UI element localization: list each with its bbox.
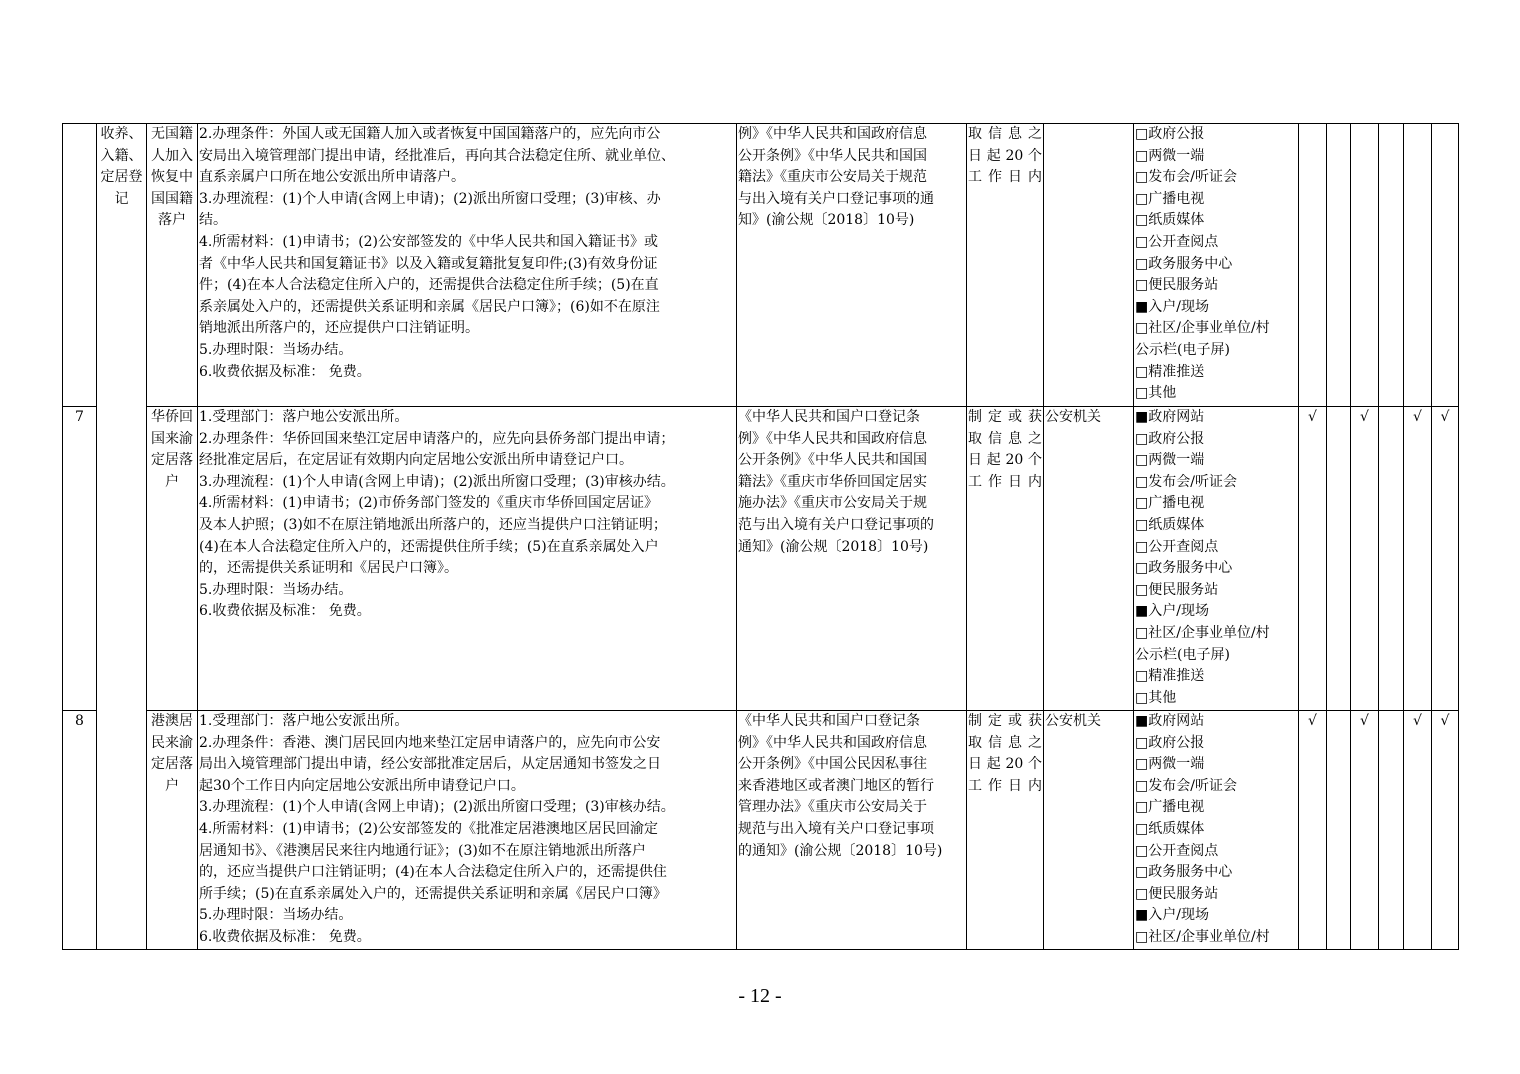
channel-label: 入户/现场 xyxy=(1148,907,1209,924)
table-body xyxy=(63,124,1459,950)
channel-item xyxy=(1135,124,1297,146)
item-name-line: 落户 xyxy=(158,212,186,229)
channel-label: 社区/企事业单位/村 xyxy=(1148,624,1270,641)
channel-item xyxy=(1135,927,1297,949)
legal-basis-line: 规范与出入境有关户口登记事项 xyxy=(738,820,934,837)
channel-item xyxy=(1135,688,1297,710)
item-content-line: (4)在本人合法稳定住所入户的，还需提供住所手续；(5)在直系亲属处入户 xyxy=(199,538,659,555)
channel-item xyxy=(1135,580,1297,602)
item-content-line: 安局出入境管理部门提出申请，经批准后，再向其合法稳定住所、就业单位、 xyxy=(199,147,675,164)
channel-label: 社区/企事业单位/村 xyxy=(1148,928,1270,945)
row-index xyxy=(63,124,97,407)
category-line: 收养、 xyxy=(100,126,143,142)
table-row xyxy=(63,124,1459,407)
channel-item xyxy=(1135,254,1297,276)
channel-label: 两微一端 xyxy=(1148,452,1205,469)
unchecked-box-icon: □ xyxy=(1135,734,1149,751)
channel-item xyxy=(1135,884,1297,906)
channel-label: 公示栏(电子屏) xyxy=(1135,341,1230,358)
item-content-line: 6.收费依据及标准： 免费。 xyxy=(199,363,371,380)
channel-label: 便民服务站 xyxy=(1148,581,1219,598)
channel-label: 发布会/听证会 xyxy=(1148,169,1237,186)
check-cell xyxy=(1379,711,1404,950)
channel-label: 政务服务中心 xyxy=(1148,255,1233,272)
channel-item xyxy=(1135,167,1297,189)
item-name-line: 户 xyxy=(165,473,179,490)
unchecked-box-icon: □ xyxy=(1135,777,1149,794)
item-content-line: 3.办理流程：(1)个人申请(含网上申请)；(2)派出所窗口受理；(3)审核办结。 xyxy=(199,473,675,490)
channel-item xyxy=(1135,297,1297,319)
channel-label: 纸质媒体 xyxy=(1148,820,1205,837)
time-limit-line: 日起20个 xyxy=(968,452,1042,469)
channel-label: 精准推送 xyxy=(1148,363,1205,380)
item-content-line: 居通知书》、《港澳居民来往内地通行证》；(3)如不在原注销地派出所落户 xyxy=(199,842,646,859)
channel-label: 政务服务中心 xyxy=(1148,560,1233,577)
channel-label: 公示栏(电子屏) xyxy=(1135,646,1230,663)
time-limit-line: 工作日内 xyxy=(968,777,1042,794)
unchecked-box-icon: □ xyxy=(1135,255,1149,272)
unchecked-box-icon: □ xyxy=(1135,126,1149,142)
item-content-line: 及本人护照；(3)如不在原注销地派出所落户的，还应当提供户口注销证明； xyxy=(199,516,667,533)
check-cell xyxy=(1432,124,1459,407)
unchecked-box-icon: □ xyxy=(1135,495,1149,512)
channel-item xyxy=(1135,754,1297,776)
channel-item xyxy=(1135,601,1297,623)
unchecked-box-icon: □ xyxy=(1135,928,1149,945)
channels-cell xyxy=(1134,407,1299,711)
time-limit-cell xyxy=(967,407,1044,711)
channel-item xyxy=(1135,450,1297,472)
legal-basis-line: 通知》(渝公规〔2018〕10号) xyxy=(738,538,929,555)
channel-label: 公开查阅点 xyxy=(1148,233,1219,250)
unchecked-box-icon: □ xyxy=(1135,385,1149,402)
item-content-line: 局出入境管理部门提出申请，经公安部批准定居后，从定居通知书签发之日 xyxy=(199,756,661,773)
authority-cell xyxy=(1044,124,1134,407)
item-content-line: 2.办理条件：香港、澳门居民回内地来垫江定居申请落户的，应先向市公安 xyxy=(199,734,661,751)
channel-label: 政府公报 xyxy=(1148,126,1205,142)
disclosure-table xyxy=(62,123,1459,950)
legal-basis-cell xyxy=(737,124,967,407)
unchecked-box-icon: □ xyxy=(1135,363,1149,380)
unchecked-box-icon: □ xyxy=(1135,516,1149,533)
channel-item xyxy=(1135,558,1297,580)
item-content-line: 系亲属处入户的，还需提供关系证明和亲属《居民户口簿》；(6)如不在原注 xyxy=(199,298,660,315)
unchecked-box-icon: □ xyxy=(1135,473,1149,490)
unchecked-box-icon: □ xyxy=(1135,668,1149,685)
channel-label: 政府网站 xyxy=(1148,713,1205,729)
channel-label: 入户/现场 xyxy=(1148,298,1209,315)
channel-item xyxy=(1135,340,1297,362)
checked-box-icon: ■ xyxy=(1135,907,1149,924)
item-content-line: 1.受理部门：落户地公安派出所。 xyxy=(199,409,409,425)
channel-label: 政府公报 xyxy=(1148,430,1205,447)
channel-item xyxy=(1135,362,1297,384)
channel-label: 发布会/听证会 xyxy=(1148,777,1237,794)
checked-box-icon: ■ xyxy=(1135,409,1149,425)
unchecked-box-icon: □ xyxy=(1135,147,1149,164)
unchecked-box-icon: □ xyxy=(1135,452,1149,469)
row-index: 8 xyxy=(63,711,97,950)
channel-label: 入户/现场 xyxy=(1148,603,1209,620)
channel-label: 纸质媒体 xyxy=(1148,212,1205,229)
checked-box-icon: ■ xyxy=(1135,298,1149,315)
legal-basis-line: 籍法》《重庆市华侨回国定居实 xyxy=(738,473,927,490)
check-cell xyxy=(1327,711,1351,950)
item-content-line: 4.所需材料：(1)申请书；(2)公安部签发的《批准定居港澳地区居民回渝定 xyxy=(199,820,659,837)
checked-box-icon: ■ xyxy=(1135,713,1149,729)
channels-cell xyxy=(1134,711,1299,950)
item-name-line: 定居落 xyxy=(151,756,193,773)
unchecked-box-icon: □ xyxy=(1135,864,1149,881)
legal-basis-line: 例》《中华人民共和国政府信息 xyxy=(738,734,927,751)
legal-basis-line: 施办法》《重庆市公安局关于规 xyxy=(738,495,927,512)
legal-basis-line: 与出入境有关户口登记事项的通 xyxy=(738,190,934,207)
channel-label: 便民服务站 xyxy=(1148,277,1219,294)
category-cell xyxy=(97,124,147,950)
unchecked-box-icon: □ xyxy=(1135,799,1149,816)
item-content-line: 结。 xyxy=(199,212,227,229)
page-number: - 12 - xyxy=(738,985,782,1007)
item-name-line: 民来渝 xyxy=(151,734,193,751)
check-cell: √ xyxy=(1404,407,1432,711)
channel-item xyxy=(1135,645,1297,667)
legal-basis-line: 知》(渝公规〔2018〕10号) xyxy=(738,212,915,229)
channel-item xyxy=(1135,776,1297,798)
legal-basis-cell xyxy=(737,711,967,950)
check-cell xyxy=(1327,407,1351,711)
channel-item xyxy=(1135,318,1297,340)
item-content-line: 的，还应当提供户口注销证明；(4)在本人合法稳定住所入户的，还需提供住 xyxy=(199,864,667,881)
channel-label: 精准推送 xyxy=(1148,668,1205,685)
item-content-line: 4.所需材料：(1)申请书；(2)公安部签发的《中华人民共和国入籍证书》或 xyxy=(199,233,659,250)
unchecked-box-icon: □ xyxy=(1135,277,1149,294)
channel-item xyxy=(1135,210,1297,232)
channel-item xyxy=(1135,797,1297,819)
item-content-line: 的，还需提供关系证明和《居民户口簿》。 xyxy=(199,560,458,577)
channel-item xyxy=(1135,275,1297,297)
channel-item xyxy=(1135,623,1297,645)
time-limit-line: 工作日内 xyxy=(968,169,1042,186)
check-cell: √ xyxy=(1432,407,1459,711)
time-limit-line: 工作日内 xyxy=(968,473,1042,490)
item-content-line: 2.办理条件：外国人或无国籍人加入或者恢复中国国籍落户的，应先向市公 xyxy=(199,126,661,142)
item-content-line: 经批准定居后，在定居证有效期内向定居地公安派出所申请登记户口。 xyxy=(199,452,633,469)
category-line: 记 xyxy=(114,190,129,207)
channel-label: 发布会/听证会 xyxy=(1148,473,1237,490)
check-cell: √ xyxy=(1351,407,1379,711)
channel-item xyxy=(1135,841,1297,863)
item-content-line: 件；(4)在本人合法稳定住所入户的，还需提供合法稳定住所手续；(5)在直 xyxy=(199,277,659,294)
item-name-line: 人加入 xyxy=(151,147,193,164)
unchecked-box-icon: □ xyxy=(1135,885,1149,902)
channel-item xyxy=(1135,189,1297,211)
unchecked-box-icon: □ xyxy=(1135,190,1149,207)
legal-basis-line: 的通知》(渝公规〔2018〕10号) xyxy=(738,842,943,859)
legal-basis-cell xyxy=(737,407,967,711)
item-content-line: 1.受理部门：落户地公安派出所。 xyxy=(199,713,409,729)
item-content-line: 5.办理时限：当场办结。 xyxy=(199,581,353,598)
item-content-line: 2.办理条件：华侨回国来垫江定居申请落户的，应先向县侨务部门提出申请； xyxy=(199,430,675,447)
channel-label: 公开查阅点 xyxy=(1148,842,1219,859)
channels-cell xyxy=(1134,124,1299,407)
legal-basis-line: 来香港地区或者澳门地区的暂行 xyxy=(738,777,934,794)
check-cell xyxy=(1351,124,1379,407)
unchecked-box-icon: □ xyxy=(1135,756,1149,773)
channel-label: 广播电视 xyxy=(1148,495,1205,512)
check-cell xyxy=(1379,407,1404,711)
check-cell: √ xyxy=(1299,711,1327,950)
channel-item xyxy=(1135,537,1297,559)
channel-item xyxy=(1135,711,1297,733)
legal-basis-line: 公开条例》《中华人民共和国国 xyxy=(738,452,927,469)
channel-label: 政府网站 xyxy=(1148,409,1205,425)
checked-box-icon: ■ xyxy=(1135,603,1149,620)
legal-basis-line: 公开条例》《中国公民因私事往 xyxy=(738,756,927,773)
item-name-line: 户 xyxy=(165,777,179,794)
channel-item xyxy=(1135,429,1297,451)
unchecked-box-icon: □ xyxy=(1135,233,1149,250)
authority-cell: 公安机关 xyxy=(1044,407,1134,711)
item-content-line: 直系亲属户口所在地公安派出所申请落户。 xyxy=(199,169,465,186)
item-name-line: 无国籍 xyxy=(151,126,193,142)
channel-label: 两微一端 xyxy=(1148,756,1205,773)
item-content-cell xyxy=(198,407,737,711)
channel-item xyxy=(1135,472,1297,494)
channel-item xyxy=(1135,383,1297,405)
check-cell: √ xyxy=(1404,711,1432,950)
table-row xyxy=(63,711,1459,950)
item-content-cell xyxy=(198,124,737,407)
channel-label: 政务服务中心 xyxy=(1148,864,1233,881)
legal-basis-line: 《中华人民共和国户口登记条 xyxy=(738,409,920,425)
channel-label: 纸质媒体 xyxy=(1148,516,1205,533)
unchecked-box-icon: □ xyxy=(1135,820,1149,837)
category-line: 定居登 xyxy=(100,169,143,186)
check-cell xyxy=(1327,124,1351,407)
channel-label: 社区/企事业单位/村 xyxy=(1148,320,1270,337)
authority-cell: 公安机关 xyxy=(1044,711,1134,950)
unchecked-box-icon: □ xyxy=(1135,430,1149,447)
time-limit-line: 日起20个 xyxy=(968,147,1042,164)
channel-label: 广播电视 xyxy=(1148,190,1205,207)
item-name-cell xyxy=(147,407,198,711)
time-limit-line: 取信息之 xyxy=(968,430,1042,447)
channel-item xyxy=(1135,407,1297,429)
unchecked-box-icon: □ xyxy=(1135,689,1149,706)
item-content-line: 4.所需材料：(1)申请书；(2)市侨务部门签发的《重庆市华侨回国定居证》 xyxy=(199,495,659,512)
check-cell: √ xyxy=(1299,407,1327,711)
channel-item xyxy=(1135,493,1297,515)
channel-item xyxy=(1135,862,1297,884)
unchecked-box-icon: □ xyxy=(1135,624,1149,641)
unchecked-box-icon: □ xyxy=(1135,560,1149,577)
item-name-cell xyxy=(147,124,198,407)
item-content-line: 5.办理时限：当场办结。 xyxy=(199,907,353,924)
time-limit-line: 取信息之 xyxy=(968,734,1042,751)
channel-label: 两微一端 xyxy=(1148,147,1205,164)
unchecked-box-icon: □ xyxy=(1135,581,1149,598)
item-content-line: 者《中华人民共和国复籍证书》以及入籍或复籍批复复印件;(3)有效身份证 xyxy=(199,255,658,272)
unchecked-box-icon: □ xyxy=(1135,320,1149,337)
time-limit-line: 制定或获 xyxy=(968,409,1042,425)
item-name-line: 恢复中 xyxy=(151,169,193,186)
channel-item xyxy=(1135,666,1297,688)
item-name-line: 定居落 xyxy=(151,452,193,469)
unchecked-box-icon: □ xyxy=(1135,169,1149,186)
item-content-line: 6.收费依据及标准： 免费。 xyxy=(199,603,371,620)
channel-label: 其他 xyxy=(1148,385,1177,402)
legal-basis-line: 例》《中华人民共和国政府信息 xyxy=(738,126,927,142)
item-name-line: 国国籍 xyxy=(151,190,193,207)
row-index: 7 xyxy=(63,407,97,711)
channel-label: 其他 xyxy=(1148,689,1177,706)
time-limit-cell xyxy=(967,124,1044,407)
channel-item xyxy=(1135,515,1297,537)
legal-basis-line: 管理办法》《重庆市公安局关于 xyxy=(738,799,927,816)
channel-item xyxy=(1135,905,1297,927)
channel-item xyxy=(1135,733,1297,755)
item-content-line: 5.办理时限：当场办结。 xyxy=(199,341,353,358)
item-content-line: 起30个工作日内向定居地公安派出所申请登记户口。 xyxy=(199,777,525,794)
legal-basis-line: 公开条例》《中华人民共和国国 xyxy=(738,147,927,164)
time-limit-line: 取信息之 xyxy=(968,126,1042,142)
check-cell: √ xyxy=(1351,711,1379,950)
item-content-line: 3.办理流程：(1)个人申请(含网上申请)；(2)派出所窗口受理；(3)审核办结。 xyxy=(199,799,675,816)
legal-basis-line: 《中华人民共和国户口登记条 xyxy=(738,713,920,729)
unchecked-box-icon: □ xyxy=(1135,212,1149,229)
time-limit-line: 制定或获 xyxy=(968,713,1042,729)
item-name-line: 国来渝 xyxy=(151,430,193,447)
legal-basis-line: 例》《中华人民共和国政府信息 xyxy=(738,430,927,447)
category-line: 入籍、 xyxy=(100,147,143,164)
item-content-line: 销地派出所落户的，还应提供户口注销证明。 xyxy=(199,320,479,337)
table-row xyxy=(63,407,1459,711)
time-limit-cell xyxy=(967,711,1044,950)
item-name-cell xyxy=(147,711,198,950)
channel-item xyxy=(1135,232,1297,254)
channel-item xyxy=(1135,146,1297,168)
check-cell xyxy=(1404,124,1432,407)
item-content-line: 6.收费依据及标准： 免费。 xyxy=(199,928,371,945)
legal-basis-line: 范与出入境有关户口登记事项的 xyxy=(738,516,934,533)
unchecked-box-icon: □ xyxy=(1135,842,1149,859)
item-content-line: 3.办理流程：(1)个人申请(含网上申请)；(2)派出所窗口受理；(3)审核、办 xyxy=(199,190,661,207)
item-name-line: 港澳居 xyxy=(151,713,193,729)
time-limit-line: 日起20个 xyxy=(968,756,1042,773)
unchecked-box-icon: □ xyxy=(1135,538,1149,555)
item-content-cell xyxy=(198,711,737,950)
channel-label: 公开查阅点 xyxy=(1148,538,1219,555)
channel-label: 便民服务站 xyxy=(1148,885,1219,902)
check-cell xyxy=(1299,124,1327,407)
item-name-line: 华侨回 xyxy=(151,409,193,425)
legal-basis-line: 籍法》《重庆市公安局关于规范 xyxy=(738,169,927,186)
check-cell xyxy=(1379,124,1404,407)
channel-label: 广播电视 xyxy=(1148,799,1205,816)
channel-label: 政府公报 xyxy=(1148,734,1205,751)
channel-item xyxy=(1135,819,1297,841)
check-cell: √ xyxy=(1432,711,1459,950)
item-content-line: 所手续；(5)在直系亲属处入户的，还需提供关系证明和亲属《居民户口簿》 xyxy=(199,885,667,902)
